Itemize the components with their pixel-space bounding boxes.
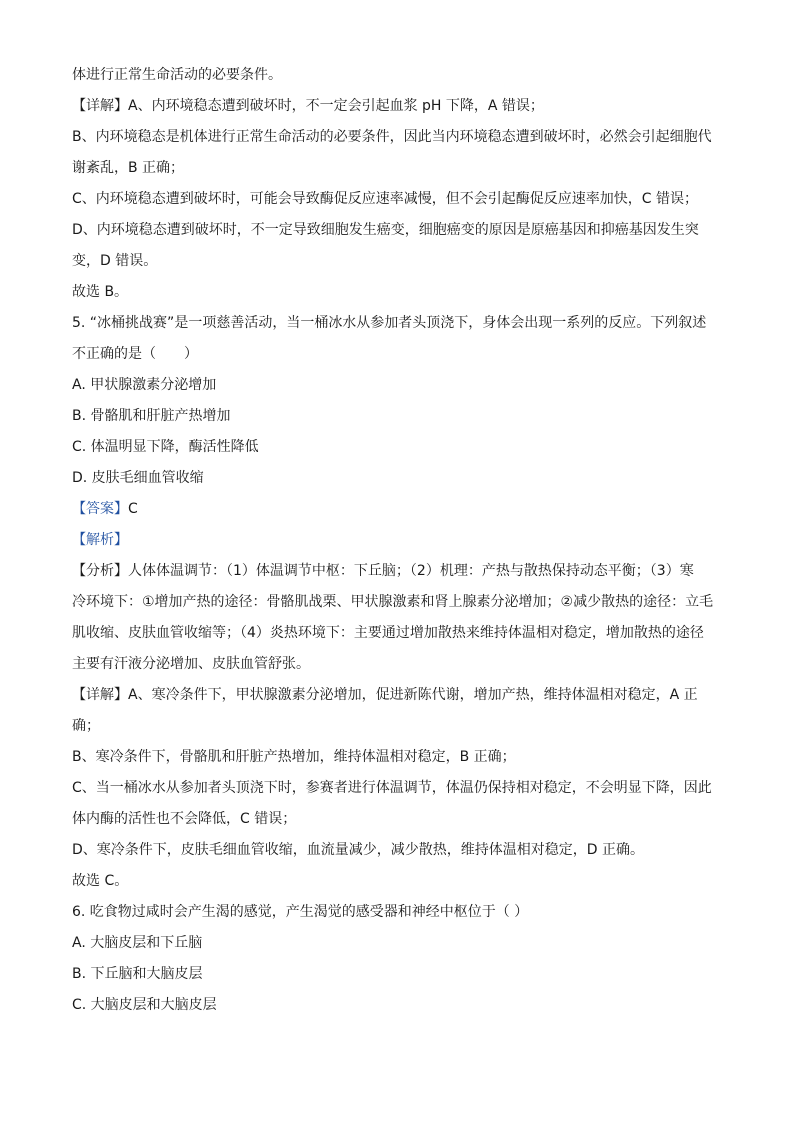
line-text: C、当一桶冰水从参加者头顶浇下时，参赛者进行体温调节，体温仍保持相对稳定，不会明显下降，因此 xyxy=(72,780,712,796)
section-label: 【分析】 xyxy=(72,563,128,579)
text-line xyxy=(72,494,732,525)
text-line xyxy=(72,401,732,432)
line-text: 故选 B。 xyxy=(72,284,129,300)
line-text: A、内环境稳态遭到破坏时，不一定会引起血浆 pH 下降，A 错误； xyxy=(128,98,544,114)
line-text: 冷环境下：①增加产热的途径：骨骼肌战栗、甲状腺激素和肾上腺素分泌增加；②减少散热的途径：立毛 xyxy=(72,594,714,610)
text-line xyxy=(72,959,732,990)
text-line xyxy=(72,277,732,308)
text-line xyxy=(72,649,732,680)
line-text: 体内酶的活性也不会降低，C 错误； xyxy=(72,811,297,827)
text-line xyxy=(72,990,732,1021)
line-text: 故选 C。 xyxy=(72,873,129,889)
text-line xyxy=(72,246,732,277)
text-line xyxy=(72,556,732,587)
text-line xyxy=(72,773,732,804)
text-line xyxy=(72,122,732,153)
text-line xyxy=(72,215,732,246)
answer-tag: 【答案】 xyxy=(72,501,128,517)
text-line xyxy=(72,525,732,556)
line-text: 变，D 错误。 xyxy=(72,253,158,269)
line-text: C、内环境稳态遭到破坏时，可能会导致酶促反应速率减慢，但不会引起酶促反应速率加快，C 错误； xyxy=(72,191,698,207)
line-text: 5. “冰桶挑战赛”是一项慈善活动，当一桶冰水从参加者头顶浇下，身体会出现一系列的反应。下列叙述 xyxy=(72,315,707,331)
line-text: 人体体温调节：（1）体温调节中枢：下丘脑；（2）机理：产热与散热保持动态平衡；（3）寒 xyxy=(128,563,694,579)
section-label: 【详解】 xyxy=(72,687,128,703)
line-text: 体进行正常生命活动的必要条件。 xyxy=(72,67,282,83)
text-line xyxy=(72,339,732,370)
line-text: C xyxy=(128,501,138,517)
text-line xyxy=(72,184,732,215)
text-line xyxy=(72,711,732,742)
line-text: A. 大脑皮层和下丘脑 xyxy=(72,935,203,951)
line-text: A. 甲状腺激素分泌增加 xyxy=(72,377,217,393)
line-text: D、寒冷条件下，皮肤毛细血管收缩，血流量减少，减少散热，维持体温相对稳定，D 正确。 xyxy=(72,842,645,858)
document-page xyxy=(72,60,732,1021)
line-text: 肌收缩、皮肤血管收缩等；（4）炎热环境下：主要通过增加散热来维持体温相对稳定，增加散热的途径 xyxy=(72,625,704,641)
text-line xyxy=(72,866,732,897)
text-line xyxy=(72,370,732,401)
text-line xyxy=(72,618,732,649)
text-line xyxy=(72,91,732,122)
text-line xyxy=(72,897,732,928)
text-line xyxy=(72,742,732,773)
answer-tag: 【解析】 xyxy=(72,532,128,548)
line-text: 不正确的是（ ） xyxy=(72,346,198,362)
text-line xyxy=(72,928,732,959)
line-text: C. 大脑皮层和大脑皮层 xyxy=(72,997,217,1013)
line-text: D. 皮肤毛细血管收缩 xyxy=(72,470,204,486)
line-text: 谢紊乱，B 正确； xyxy=(72,160,185,176)
text-line xyxy=(72,463,732,494)
section-label: 【详解】 xyxy=(72,98,128,114)
line-text: B. 骨骼肌和肝脏产热增加 xyxy=(72,408,231,424)
line-text: B、寒冷条件下，骨骼肌和肝脏产热增加，维持体温相对稳定，B 正确； xyxy=(72,749,516,765)
text-line xyxy=(72,153,732,184)
line-text: 6. 吃食物过咸时会产生渴的感觉，产生渴觉的感受器和神经中枢位于（ ） xyxy=(72,904,529,920)
line-text: A、寒冷条件下，甲状腺激素分泌增加，促进新陈代谢，增加产热，维持体温相对稳定，A 正 xyxy=(128,687,698,703)
line-text: B、内环境稳态是机体进行正常生命活动的必要条件，因此当内环境稳态遭到破坏时，必然会引起细胞代 xyxy=(72,129,712,145)
text-line xyxy=(72,60,732,91)
text-line xyxy=(72,308,732,339)
text-line xyxy=(72,432,732,463)
text-line xyxy=(72,680,732,711)
line-text: 主要有汗液分泌增加、皮肤血管舒张。 xyxy=(72,656,310,672)
line-text: C. 体温明显下降，酶活性降低 xyxy=(72,439,259,455)
line-text: 确； xyxy=(72,718,100,734)
line-text: D、内环境稳态遭到破坏时，不一定导致细胞发生癌变，细胞癌变的原因是原癌基因和抑癌基因发生突 xyxy=(72,222,699,238)
text-line xyxy=(72,804,732,835)
line-text: B. 下丘脑和大脑皮层 xyxy=(72,966,203,982)
text-line xyxy=(72,835,732,866)
text-line xyxy=(72,587,732,618)
